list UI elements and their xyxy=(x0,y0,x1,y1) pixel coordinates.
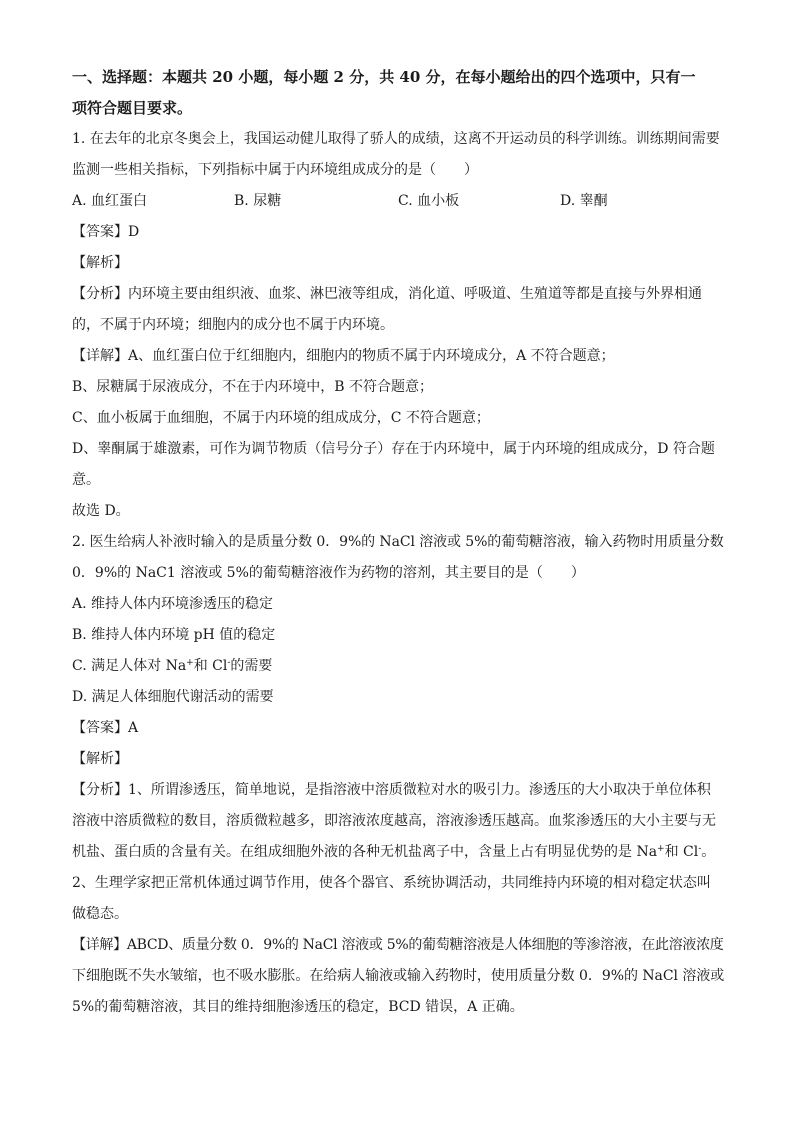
q2-analysis-tag: 【解析】 xyxy=(72,751,128,767)
document-page xyxy=(72,62,724,1023)
q1-xiangjie: 【详解】A、血红蛋白位于红细胞内，细胞内的物质不属于内环境成分，A 不符合题意； xyxy=(72,348,615,364)
q2-option-a: A. 维持人体内环境渗透压的稳定 xyxy=(72,596,274,612)
q2-option-b: B. 维持人体内环境 pH 值的稳定 xyxy=(72,627,276,643)
q1-xiangjie-d: D、睾酮属于雄激素，可作为调节物质（信号分子）存在于内环境中，属于内环境的组成成分，D 符合题 xyxy=(72,441,715,457)
q2-fenxi-ions xyxy=(72,837,724,868)
q2-xiangjie-cont: 下细胞既不失水皱缩，也不吸水膨胀。在给病人输液或输入药物时，使用质量分数 0．9%的 NaCl 溶液或 xyxy=(72,968,725,984)
q2-option-c-mid: 和 Cl xyxy=(193,658,228,674)
section-heading-cont: 项符合题目要求。 xyxy=(72,99,193,117)
q2-fenxi-ions-sup2: - xyxy=(698,844,702,854)
q1-analysis-tag: 【解析】 xyxy=(72,255,128,271)
q1-option-c: C. 血小板 xyxy=(398,193,460,209)
q1-xiangjie-c: C、血小板属于血细胞，不属于内环境的组成成分，C 不符合题意； xyxy=(72,410,490,426)
q2-option-c-sup1: + xyxy=(186,658,194,668)
q1-xiangjie-b: B、尿糖属于尿液成分，不在于内环境中，B 不符合题意； xyxy=(72,379,434,395)
q2-fenxi-homeostasis: 2、生理学家把正常机体通过调节作用，使各个器官、系统协调活动，共同维持内环境的相对稳定状态叫 xyxy=(72,875,711,891)
q2-option-c xyxy=(72,651,724,682)
q1-fenxi-cont: 的，不属于内环境；细胞内的成分也不属于内环境。 xyxy=(72,317,394,333)
q2-fenxi-ions-suffix: 。 xyxy=(701,844,716,860)
q2-option-c-suffix: 的需要 xyxy=(230,658,273,674)
q2-fenxi-homeostasis-cont: 做稳态。 xyxy=(72,906,128,922)
q2-fenxi-cont: 溶液中溶质微粒的数目，溶质微粒越多，即溶液浓度越高，溶液渗透压越高。血浆渗透压的大小主要与无 xyxy=(72,813,716,829)
q1-stem-cont: 监测一些相关指标，下列指标中属于内环境组成成分的是（ ） xyxy=(72,162,478,178)
q1-conclusion: 故选 D。 xyxy=(72,503,130,519)
q1-fenxi: 【分析】内环境主要由组织液、血浆、淋巴液等组成，消化道、呼吸道、生殖道等都是直接与外界相通 xyxy=(72,286,702,302)
q2-xiangjie-end: 5%的葡萄糖溶液，其目的维持细胞渗透压的稳定，BCD 错误，A 正确。 xyxy=(72,999,524,1015)
q2-answer: 【答案】A xyxy=(72,720,139,736)
q1-options xyxy=(72,186,724,217)
q1-option-d: D. 睾酮 xyxy=(560,193,608,209)
q2-fenxi-ions-prefix: 机盐、蛋白质的含量有关。在组成细胞外液的各种无机盐离子中，含量上占有明显优势的是 Na xyxy=(72,844,658,860)
q2-fenxi: 【分析】1、所谓渗透压，简单地说，是指溶液中溶质微粒对水的吸引力。渗透压的大小取决于单位体积 xyxy=(72,782,711,798)
q1-stem: 1. 在去年的北京冬奥会上，我国运动健儿取得了骄人的成绩，这离不开运动员的科学训练。训练期间需要 xyxy=(72,131,720,147)
q2-option-d: D. 满足人体细胞代谢活动的需要 xyxy=(72,689,274,705)
q2-stem-cont: 0．9%的 NaC1 溶液或 5%的葡萄糖溶液作为药物的溶剂，其主要目的是（ ） xyxy=(72,565,585,581)
q1-xiangjie-d-cont: 意。 xyxy=(72,472,100,488)
q2-xiangjie: 【详解】ABCD、质量分数 0．9%的 NaCl 溶液或 5%的葡萄糖溶液是人体细胞的等渗溶液，在此溶液浓度 xyxy=(72,937,724,953)
q2-fenxi-ions-sup1: + xyxy=(657,844,665,854)
q2-option-c-sup2: - xyxy=(227,658,231,668)
section-heading: 一、选择题：本题共 20 小题，每小题 2 分，共 40 分，在每小题给出的四个选项中，只有一 xyxy=(72,68,696,86)
q1-option-b: B. 尿糖 xyxy=(234,193,282,209)
q1-option-a: A. 血红蛋白 xyxy=(72,193,148,209)
q2-fenxi-ions-mid: 和 Cl xyxy=(664,844,699,860)
q2-stem: 2. 医生给病人补液时输入的是质量分数 0．9%的 NaCl 溶液或 5%的葡萄糖溶液，输入药物时用质量分数 xyxy=(72,534,724,550)
q2-option-c-prefix: C. 满足人体对 Na xyxy=(72,658,187,674)
q1-answer: 【答案】D xyxy=(72,224,140,240)
